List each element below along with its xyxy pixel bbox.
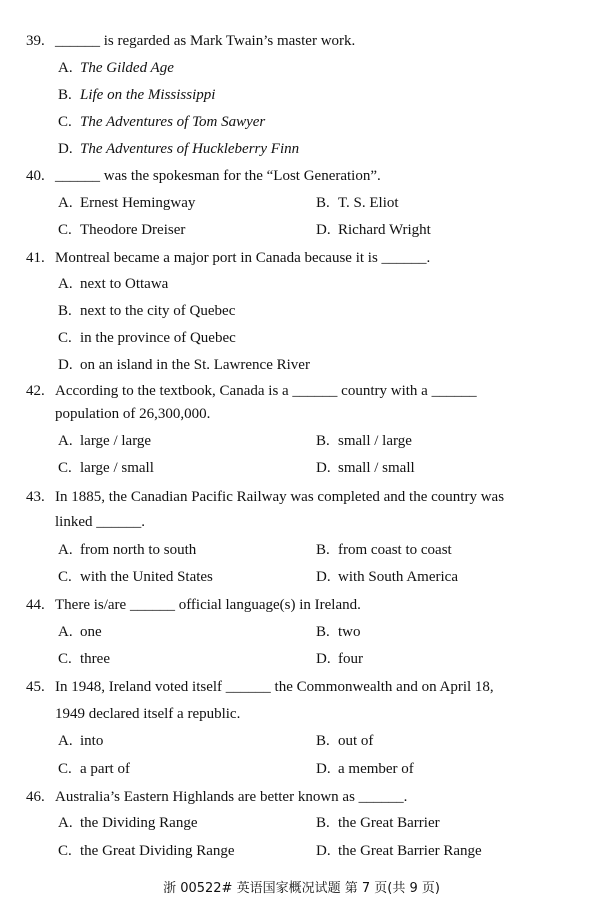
option-43-b: B. from coast to coast [316, 542, 452, 558]
question-stem: In 1885, the Canadian Pacific Railway was completed and the country was [55, 489, 505, 505]
question-number: 46. [26, 789, 45, 805]
option-44-c: C. three [58, 651, 110, 667]
option-44-d: D. four [316, 651, 363, 667]
question-stem-continued: linked ______. [55, 514, 145, 530]
option-46-b: B. the Great Barrier [316, 815, 440, 831]
question-44 [26, 596, 582, 614]
question-number: 44. [26, 597, 45, 613]
question-number: 45. [26, 679, 45, 695]
question-number: 43. [26, 489, 45, 505]
option-40-a: A. Ernest Hemingway [58, 195, 196, 211]
option-40-b: B. T. S. Eliot [316, 195, 399, 211]
option-42-c: C. large / small [58, 460, 154, 476]
question-number: 39. [26, 33, 45, 49]
question-stem-continued: 1949 declared itself a republic. [55, 706, 241, 722]
question-stem: According to the textbook, Canada is a ______ country with a ______ [55, 383, 477, 399]
question-stem-continued: population of 26,300,000. [55, 406, 211, 422]
question-number: 41. [26, 250, 45, 266]
question-42 [26, 382, 582, 400]
option-46-a: A. the Dividing Range [58, 815, 198, 831]
option-41-d: D. on an island in the St. Lawrence River [58, 357, 310, 373]
question-40 [26, 167, 582, 185]
option-45-b: B. out of [316, 733, 374, 749]
question-43-continued [55, 513, 603, 531]
option-39-b: B. Life on the Mississippi [58, 87, 216, 103]
question-41 [26, 249, 582, 267]
option-39-c: C. The Adventures of Tom Sawyer [58, 114, 266, 130]
option-42-a: A. large / large [58, 433, 152, 449]
option-44-a: A. one [58, 624, 102, 640]
option-41-c: C. in the province of Quebec [58, 330, 236, 346]
option-41-b: B. next to the city of Quebec [58, 303, 236, 319]
question-stem: ______ is regarded as Mark Twain’s master work. [55, 33, 356, 49]
page-footer: 浙 00522# 英语国家概况试题 第 7 页(共 9 页) [163, 881, 440, 896]
question-42-continued [55, 405, 603, 423]
question-43 [26, 488, 582, 506]
question-stem: Montreal became a major port in Canada because it is ______. [55, 250, 431, 266]
question-stem: There is/are ______ official language(s) in Ireland. [55, 597, 361, 613]
question-45-continued [55, 705, 603, 723]
option-39-d: D. The Adventures of Huckleberry Finn [58, 141, 300, 157]
option-42-d: D. small / small [316, 460, 415, 476]
option-41-a: A. next to Ottawa [58, 276, 169, 292]
option-45-d: D. a member of [316, 761, 414, 777]
option-42-b: B. small / large [316, 433, 412, 449]
question-stem: In 1948, Ireland voted itself ______ the Commonwealth and on April 18, [55, 679, 494, 695]
question-45 [26, 678, 582, 696]
option-44-b: B. two [316, 624, 361, 640]
question-stem: Australia’s Eastern Highlands are better known as ______. [55, 789, 408, 805]
question-stem: ______ was the spokesman for the “Lost Generation”. [55, 168, 381, 184]
option-46-d: D. the Great Barrier Range [316, 843, 482, 859]
option-45-c: C. a part of [58, 761, 130, 777]
option-43-a: A. from north to south [58, 542, 197, 558]
option-40-c: C. Theodore Dreiser [58, 222, 186, 238]
question-46 [26, 788, 582, 806]
option-45-a: A. into [58, 733, 104, 749]
question-number: 42. [26, 383, 45, 399]
question-number: 40. [26, 168, 45, 184]
option-43-d: D. with South America [316, 569, 458, 585]
question-39 [26, 32, 582, 50]
option-46-c: C. the Great Dividing Range [58, 843, 235, 859]
option-43-c: C. with the United States [58, 569, 213, 585]
option-39-a: A. The Gilded Age [58, 60, 174, 76]
option-40-d: D. Richard Wright [316, 222, 431, 238]
